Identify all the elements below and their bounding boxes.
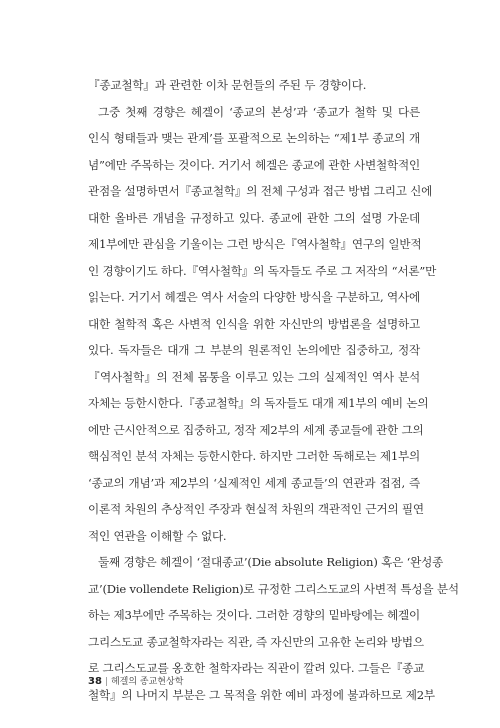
- text-line: 읽는다. 거기서 헤겔은 역사 서술의 다양한 방식을 구분하고, 역사에: [88, 290, 420, 304]
- page-footer: [88, 674, 183, 687]
- text-line: 대한 철학적 혹은 사변적 인식을 위한 자신만의 방법론을 설명하고: [88, 316, 420, 331]
- text-line: 자체는 등한시한다.『종교철학』의 독자들도 대개 제1부의 예비 논의: [88, 396, 429, 410]
- running-title: 헤겔의 종교현상학: [110, 677, 184, 687]
- text-line: 로 그리스도교를 옹호한 철학자라는 직관이 깔려 있다. 그들은『종교: [88, 661, 425, 675]
- text-line: 핵심적인 분석 자체는 등한시한다. 하지만 그러한 독해로는 제1부의: [88, 449, 421, 463]
- text-line: 에만 근시안적으로 집중하고, 정작 제2부의 세계 종교들에 관한 그의: [88, 422, 424, 437]
- text-line: 『종교철학』과 관련한 이차 문헌들의 주된 두 경향이다.: [88, 78, 367, 92]
- text-line: 철학』의 나머지 부분은 그 목적을 위한 예비 과정에 불과하므로 제2부: [88, 687, 435, 702]
- text-line: 그중 첫째 경향은 헤겔이 ‘종교의 본성’과 ‘종교가 철학 및 다른: [98, 104, 420, 119]
- text-line: 대한 올바른 개념을 규정하고 있다. 종교에 관한 그의 설명 가운데: [88, 210, 420, 225]
- text-line: 제1부에만 관심을 기울이는 그런 방식은『역사철학』연구의 일반적: [88, 237, 422, 251]
- text-line: 『역사철학』의 전체 몸통을 이루고 있는 그의 실제적인 역사 분석: [88, 369, 420, 384]
- text-line: 그리스도교 종교철학자라는 직관, 즉 자신만의 고유한 논리와 방법으: [88, 634, 424, 649]
- text-line: 교’(Die vollendete Religion)로 규정한 그리스도교의 사변적 특성을 분석: [88, 581, 459, 596]
- text-line: 관점을 설명하면서『종교철학』의 전체 구성과 접근 방법 그리고 신에: [88, 184, 433, 198]
- footer-separator: |: [104, 677, 108, 687]
- text-line: ‘종교의 개념’과 제2부의 ‘실제적인 세계 종교들’의 연관과 접점, 즉: [88, 475, 420, 490]
- text-line: 인 경향이기도 하다.『역사철학』의 독자들도 주로 그 저작의 “서론”만: [88, 263, 437, 278]
- text-line: 둘째 경향은 헤겔이 ‘절대종교’(Die absolute Religion) 혹은 ‘완성종: [98, 555, 444, 569]
- text-line: 하는 제3부에만 주목하는 것이다. 그러한 경향의 밑바탕에는 헤겔이: [88, 608, 421, 622]
- text-line: 적인 연관을 이해할 수 없다.: [88, 528, 227, 543]
- body-text: [88, 72, 459, 708]
- text-line: 이론적 차원의 추상적인 주장과 현실적 차원의 객관적인 근거의 필연: [88, 502, 424, 516]
- text-line: 있다. 독자들은 대개 그 부분의 원론적인 논의에만 집중하고, 정작: [88, 343, 420, 357]
- text-line: 인식 형태들과 맺는 관계’를 포괄적으로 논의하는 “제1부 종교의 개: [88, 131, 420, 145]
- page-number: 38: [88, 676, 102, 687]
- text-line: 념”에만 주목하는 것이다. 거기서 헤겔은 종교에 관한 사변철학적인: [88, 157, 420, 172]
